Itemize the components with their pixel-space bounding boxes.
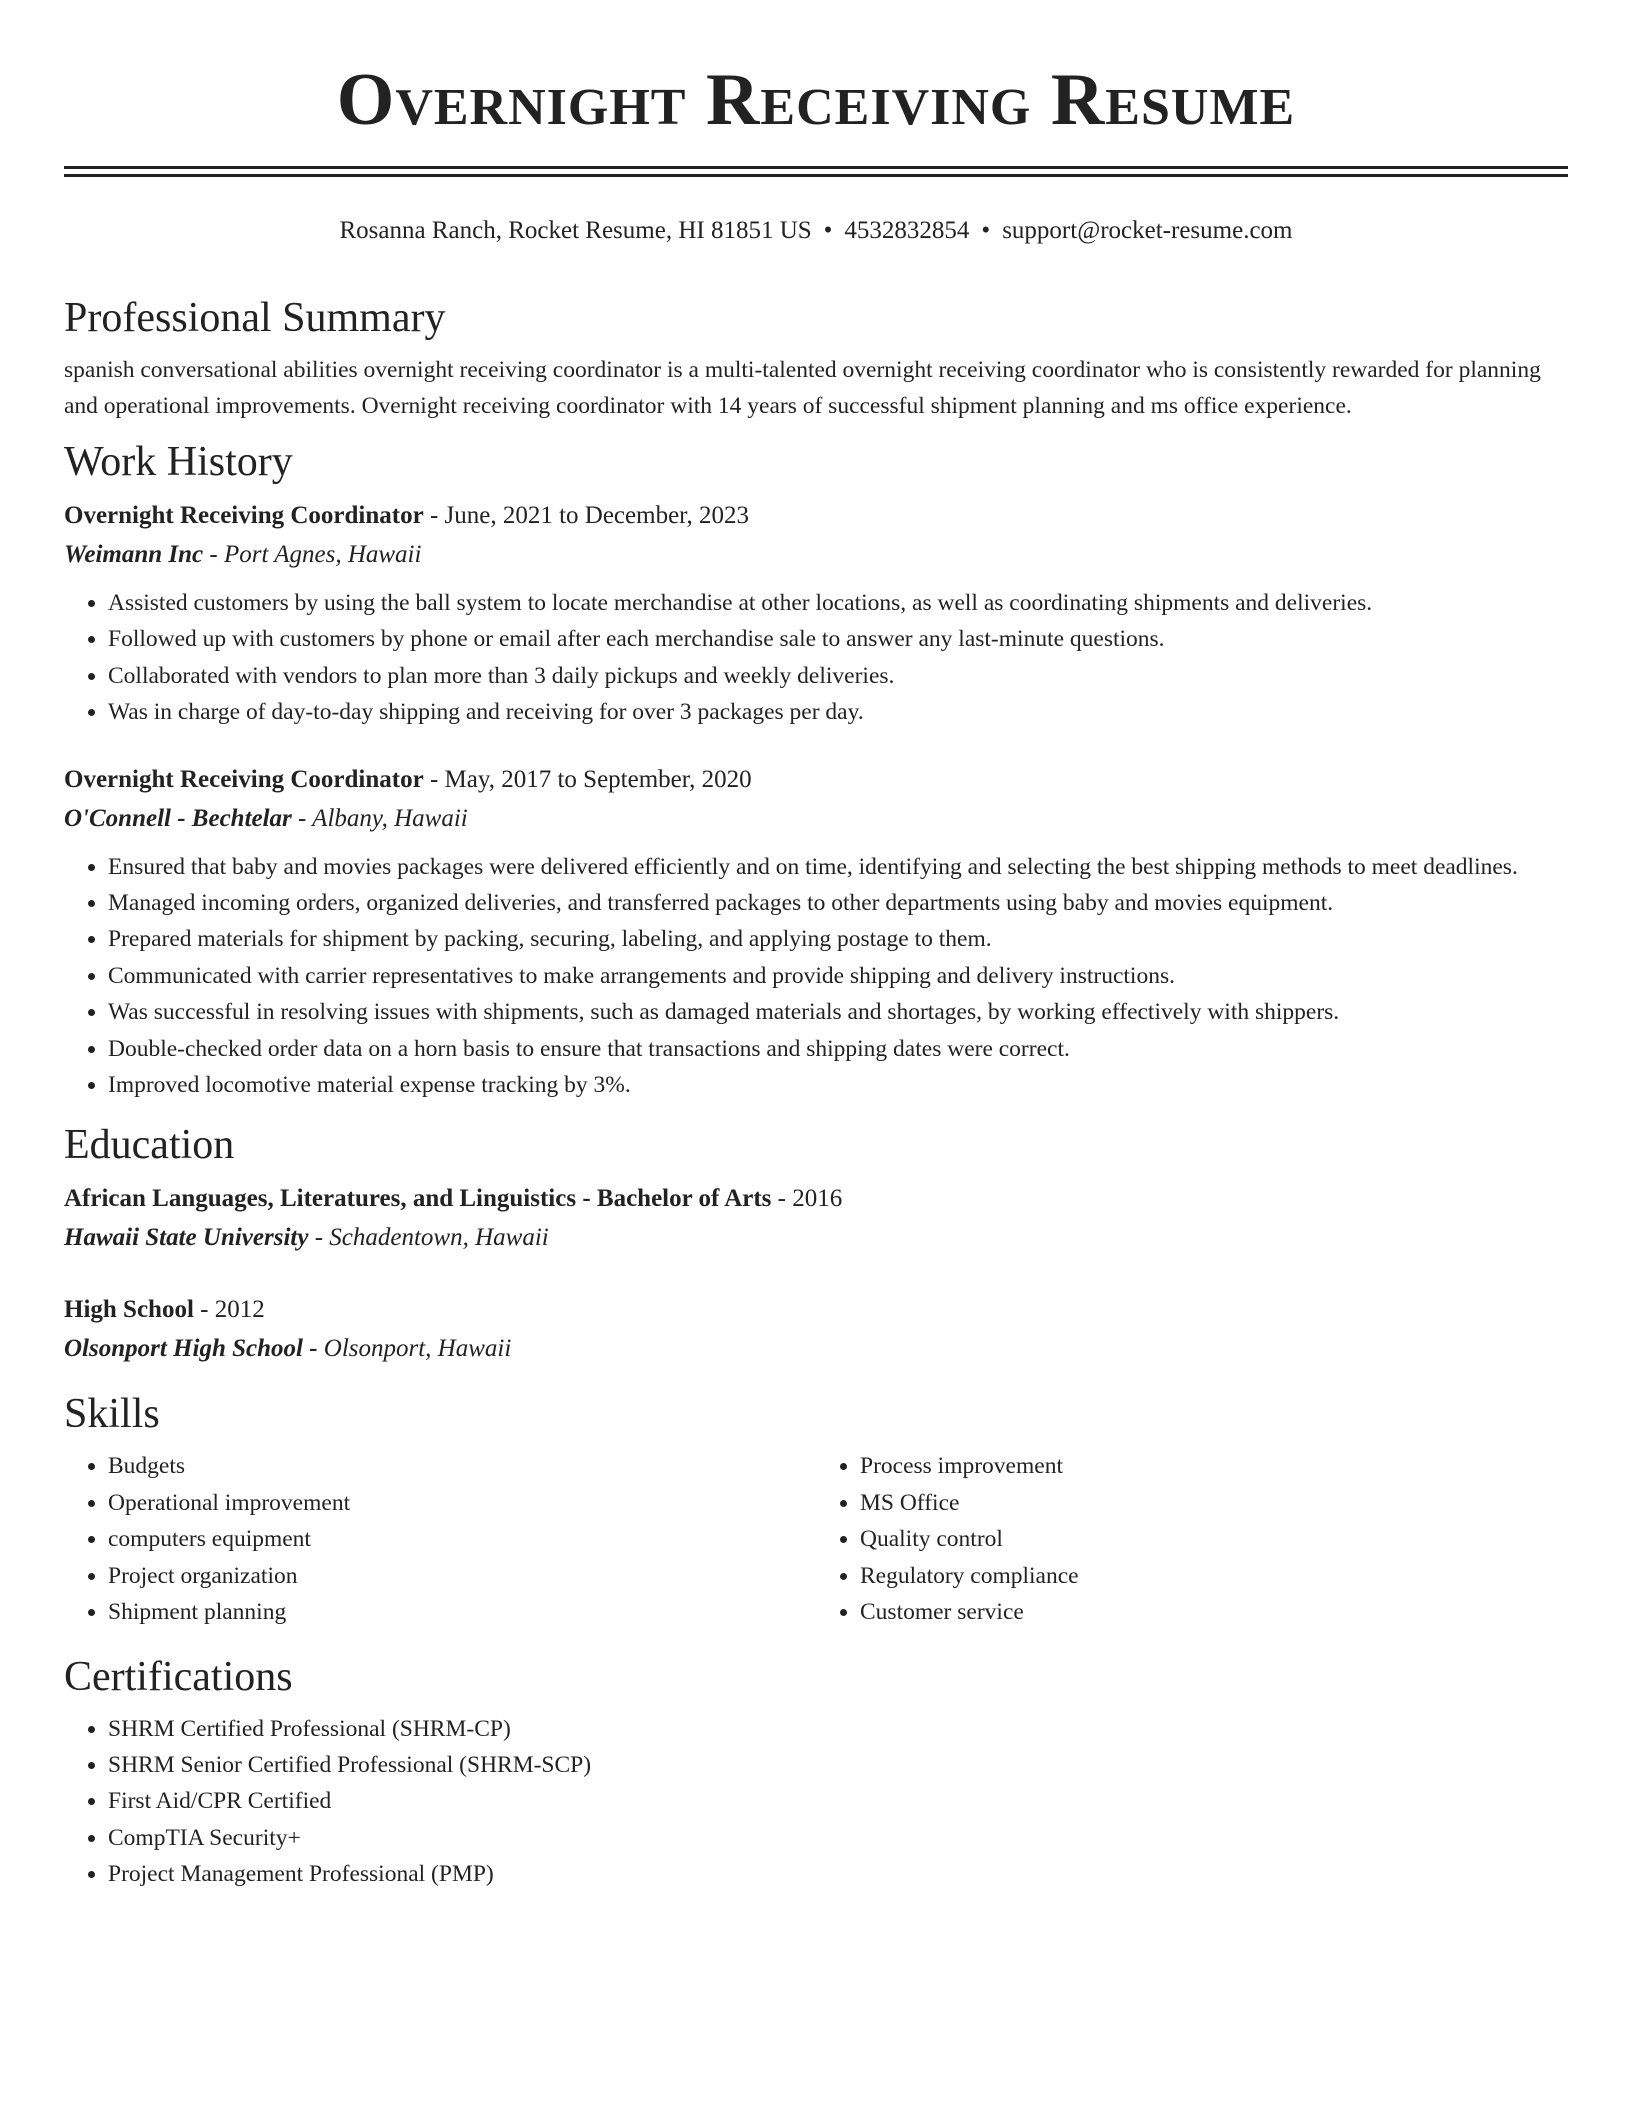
certifications-section — [64, 1647, 1568, 1893]
job-bullets — [64, 849, 1568, 1104]
job-company: O'Connell - Bechtelar — [64, 804, 292, 832]
education-degree: African Languages, Literatures, and Linguistics - Bachelor of Arts — [64, 1185, 772, 1213]
job-bullets — [64, 585, 1568, 731]
skill-item: • Quality control — [860, 1521, 1568, 1557]
job-employer — [64, 535, 1568, 574]
job-location: - Albany, Hawaii — [291, 804, 468, 832]
job-bullet: • Managed incoming orders, organized deliveries, and transferred packages to other departments using baby and movies equipment. — [108, 885, 1568, 921]
summary-text: spanish conversational abilities overnight receiving coordinator is a multi-talented overnight receiving coordinator who is consistently rewarded for planning and operational improvements. Overnight receiving coordinator with 14 years of successful shipment planning and ms office experience. — [64, 357, 1541, 419]
education-location: Olsonport, Hawaii — [317, 1335, 512, 1363]
resume-title: Overnight Receiving Resume — [336, 59, 1296, 141]
certification-item: • First Aid/CPR Certified — [108, 1783, 1568, 1819]
job-company: Weimann Inc — [64, 541, 204, 568]
job-location: - Port Agnes, Hawaii — [203, 541, 422, 568]
skill-item: • Process improvement — [860, 1448, 1568, 1484]
job-title: Overnight Receiving Coordinator — [64, 502, 424, 529]
education-school: Olsonport High School - — [64, 1335, 318, 1363]
skill-item: • Operational improvement — [108, 1485, 816, 1521]
certifications-list — [64, 1711, 1568, 1893]
job-entry — [64, 760, 1568, 1104]
job-bullet: • Communicated with carrier representatives to make arrangements and provide shipping and delivery instructions. — [108, 958, 1568, 994]
contact-separator: • — [823, 217, 833, 244]
job-bullet: • Improved locomotive material expense tracking by 3%. — [108, 1067, 1568, 1103]
job-entry — [64, 496, 1568, 731]
skill-item: • computers equipment — [108, 1521, 816, 1557]
contact-address: Rosanna Ranch, Rocket Resume, HI 81851 US — [339, 217, 812, 244]
skills-columns — [64, 1448, 1568, 1630]
summary-section — [64, 288, 1568, 424]
education-degree: High School — [64, 1296, 194, 1324]
certification-item: • Project Management Professional (PMP) — [108, 1856, 1568, 1892]
skill-item: • Regulatory compliance — [860, 1558, 1568, 1594]
education-entry — [64, 1290, 1568, 1368]
skills-list-left — [64, 1448, 816, 1630]
job-bullet: • Followed up with customers by phone or email after each merchandise sale to answer any last-minute questions. — [108, 621, 1568, 657]
contact-separator: • — [981, 217, 991, 244]
education-school-line — [64, 1218, 1568, 1257]
job-bullet: • Collaborated with vendors to plan more than 3 daily pickups and weekly deliveries. — [108, 658, 1568, 694]
contact-line — [64, 213, 1568, 249]
skill-item: • Project organization — [108, 1558, 816, 1594]
education-header — [64, 1290, 1568, 1329]
certification-item: • SHRM Senior Certified Professional (SHRM-SCP) — [108, 1747, 1568, 1783]
skill-item: • Customer service — [860, 1594, 1568, 1630]
job-bullet: • Double-checked order data on a horn basis to ensure that transactions and shipping dates were correct. — [108, 1031, 1568, 1067]
education-section — [64, 1115, 1568, 1368]
certification-item: • SHRM Certified Professional (SHRM-CP) — [108, 1711, 1568, 1747]
job-header — [64, 496, 1568, 535]
skills-list-right — [816, 1448, 1568, 1630]
certifications-heading: Certifications — [64, 1653, 293, 1700]
job-bullet: • Was successful in resolving issues with shipments, such as damaged materials and shortages, by working effectively with shippers. — [108, 994, 1568, 1030]
skills-section — [64, 1384, 1568, 1630]
job-bullet: • Ensured that baby and movies packages were delivered efficiently and on time, identifying and selecting the best shipping methods to meet deadlines. — [108, 849, 1568, 885]
job-bullet: • Assisted customers by using the ball system to locate merchandise at other locations, as well as coordinating shipments and deliveries. — [108, 585, 1568, 621]
job-employer — [64, 799, 1568, 838]
contact-phone: 4532832854 — [844, 217, 970, 244]
education-school-line — [64, 1329, 1568, 1368]
skill-item: • MS Office — [860, 1485, 1568, 1521]
title-rule-bottom — [64, 174, 1568, 177]
education-school: Hawaii State University — [64, 1224, 309, 1252]
education-header — [64, 1179, 1568, 1218]
education-year: - 2016 — [771, 1185, 843, 1213]
job-bullet: • Was in charge of day-to-day shipping and receiving for over 3 packages per day. — [108, 694, 1568, 730]
job-dates: - June, 2021 to December, 2023 — [423, 502, 749, 529]
certification-item: • CompTIA Security+ — [108, 1820, 1568, 1856]
title-rule-top — [64, 166, 1568, 169]
work-history-heading: Work History — [64, 439, 293, 485]
skill-item: • Budgets — [108, 1448, 816, 1484]
education-location: - Schadentown, Hawaii — [308, 1224, 549, 1252]
skills-heading: Skills — [64, 1391, 160, 1438]
resume-content — [64, 288, 1568, 1893]
summary-heading: Professional Summary — [64, 295, 446, 341]
skill-item: • Shipment planning — [108, 1594, 816, 1630]
education-entry — [64, 1179, 1568, 1257]
education-year: - 2012 — [193, 1296, 265, 1324]
education-heading: Education — [64, 1122, 235, 1169]
contact-email[interactable]: support@rocket-resume.com — [1002, 217, 1293, 244]
job-header — [64, 760, 1568, 799]
job-bullet: • Prepared materials for shipment by packing, securing, labeling, and applying postage to them. — [108, 921, 1568, 957]
job-dates: - May, 2017 to September, 2020 — [423, 765, 752, 793]
work-history-section — [64, 432, 1568, 1103]
job-title: Overnight Receiving Coordinator — [64, 765, 424, 793]
